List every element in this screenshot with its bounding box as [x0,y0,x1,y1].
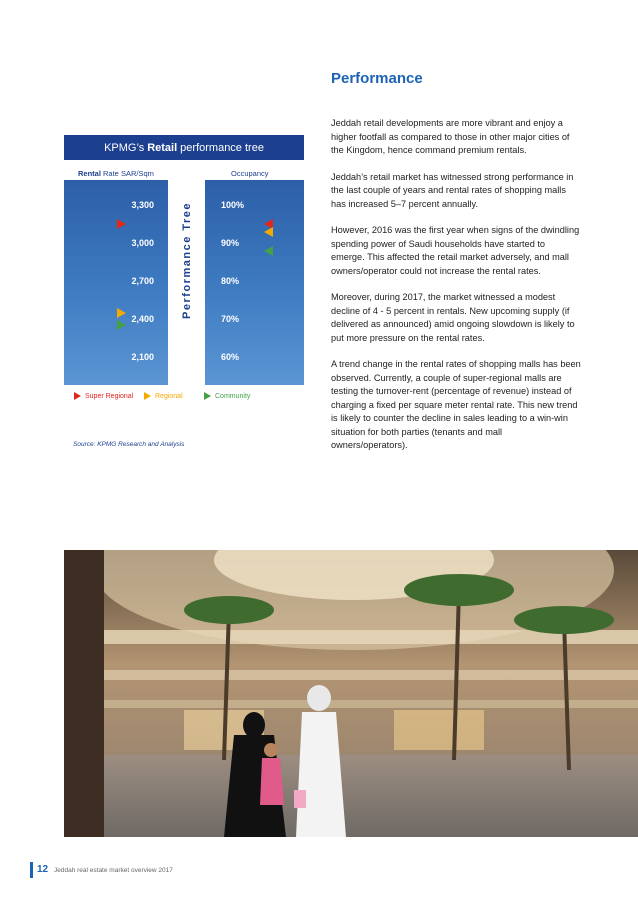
article-paragraph-4: A trend change in the rental rates of shopping malls has been observed. Currently, a couple of super-regional malls are testing the turnover-rent (percentage of revenue) instead of charging a fixed per square meter rental rate. This new trend is likely to counter the decline in sales leading to a win-win situation for both parties (tenants and mall owners/operators). [331,359,581,450]
article-body [331,117,581,466]
legend-label-0: Super Regional [85,392,134,400]
rental-axis-label-bold: Rental [78,169,101,178]
legend-label-2: Community [215,392,251,400]
chart-title-prefix: KPMG’s [104,141,145,154]
occupancy-axis-label: Occupancy [231,169,269,178]
footer-accent-bar [30,862,33,878]
legend-item-1 [144,392,183,400]
section-title: Performance [331,70,423,87]
occupancy-tick-0: 100% [221,200,245,210]
chart-title-suffix: performance tree [180,141,264,154]
chart-title-bold: Retail [147,141,178,154]
trunk-label: Performance Tree [180,201,193,319]
legend-item-0 [74,392,133,400]
rent-marker-regional [117,308,126,318]
occupancy-tick-4: 60% [221,352,240,362]
trunk-label-wrap [168,180,205,340]
rent-marker-community [117,320,126,330]
legend-swatch-2 [204,392,211,400]
mall-photo [64,550,638,837]
occupancy-tick-3: 70% [221,314,240,324]
article-paragraph-1: Jeddah’s retail market has witnessed strong performance in the last couple of years and rental rates of shopping malls has increased 5–7 percent annually. [331,171,574,209]
occupancy-marker-community [264,246,273,256]
rent-tick-0: 3,300 [131,200,154,210]
article-paragraph-3: Moreover, during 2017, the market witnessed a modest decline of 4 - 5 percent in rentals. New upcoming supply (if delivered as announced) amid ongoing slowdown is likely to put more pressure on the rental rates. [331,292,575,343]
rent-tick-1: 3,000 [131,238,154,248]
chart-title [64,135,304,160]
legend-item-2 [204,392,250,400]
chart-source: Source: KPMG Research and Analysis [73,441,185,448]
rent-tick-4: 2,100 [131,352,154,362]
legend-label-1: Regional [155,392,183,400]
page-number: 12 [37,864,49,875]
article-paragraph-0: Jeddah retail developments are more vibrant and enjoy a higher footfall as compared to those in other major cities of the Kingdom, hence command premium rentals. [331,118,570,155]
occupancy-tick-1: 90% [221,238,240,248]
footer-text: Jeddah real estate market overview 2017 [54,867,173,874]
legend-swatch-0 [74,392,81,400]
rental-axis-label-rest: Rate SAR/Sqm [103,169,154,178]
occupancy-marker-regional [264,227,273,237]
chart-legend [74,392,294,404]
rent-tick-3: 2,400 [131,314,154,324]
occupancy-tick-2: 80% [221,276,240,286]
rent-marker-super-regional [117,219,126,229]
legend-swatch-1 [144,392,151,400]
rent-tick-2: 2,700 [131,276,154,286]
article-paragraph-2: However, 2016 was the first year when signs of the dwindling spending power of Saudi households have started to emerge. This affected the retail market adversely, and mall owners/operator could not increase the rental rates. [331,225,580,276]
rental-axis-label [78,169,154,178]
